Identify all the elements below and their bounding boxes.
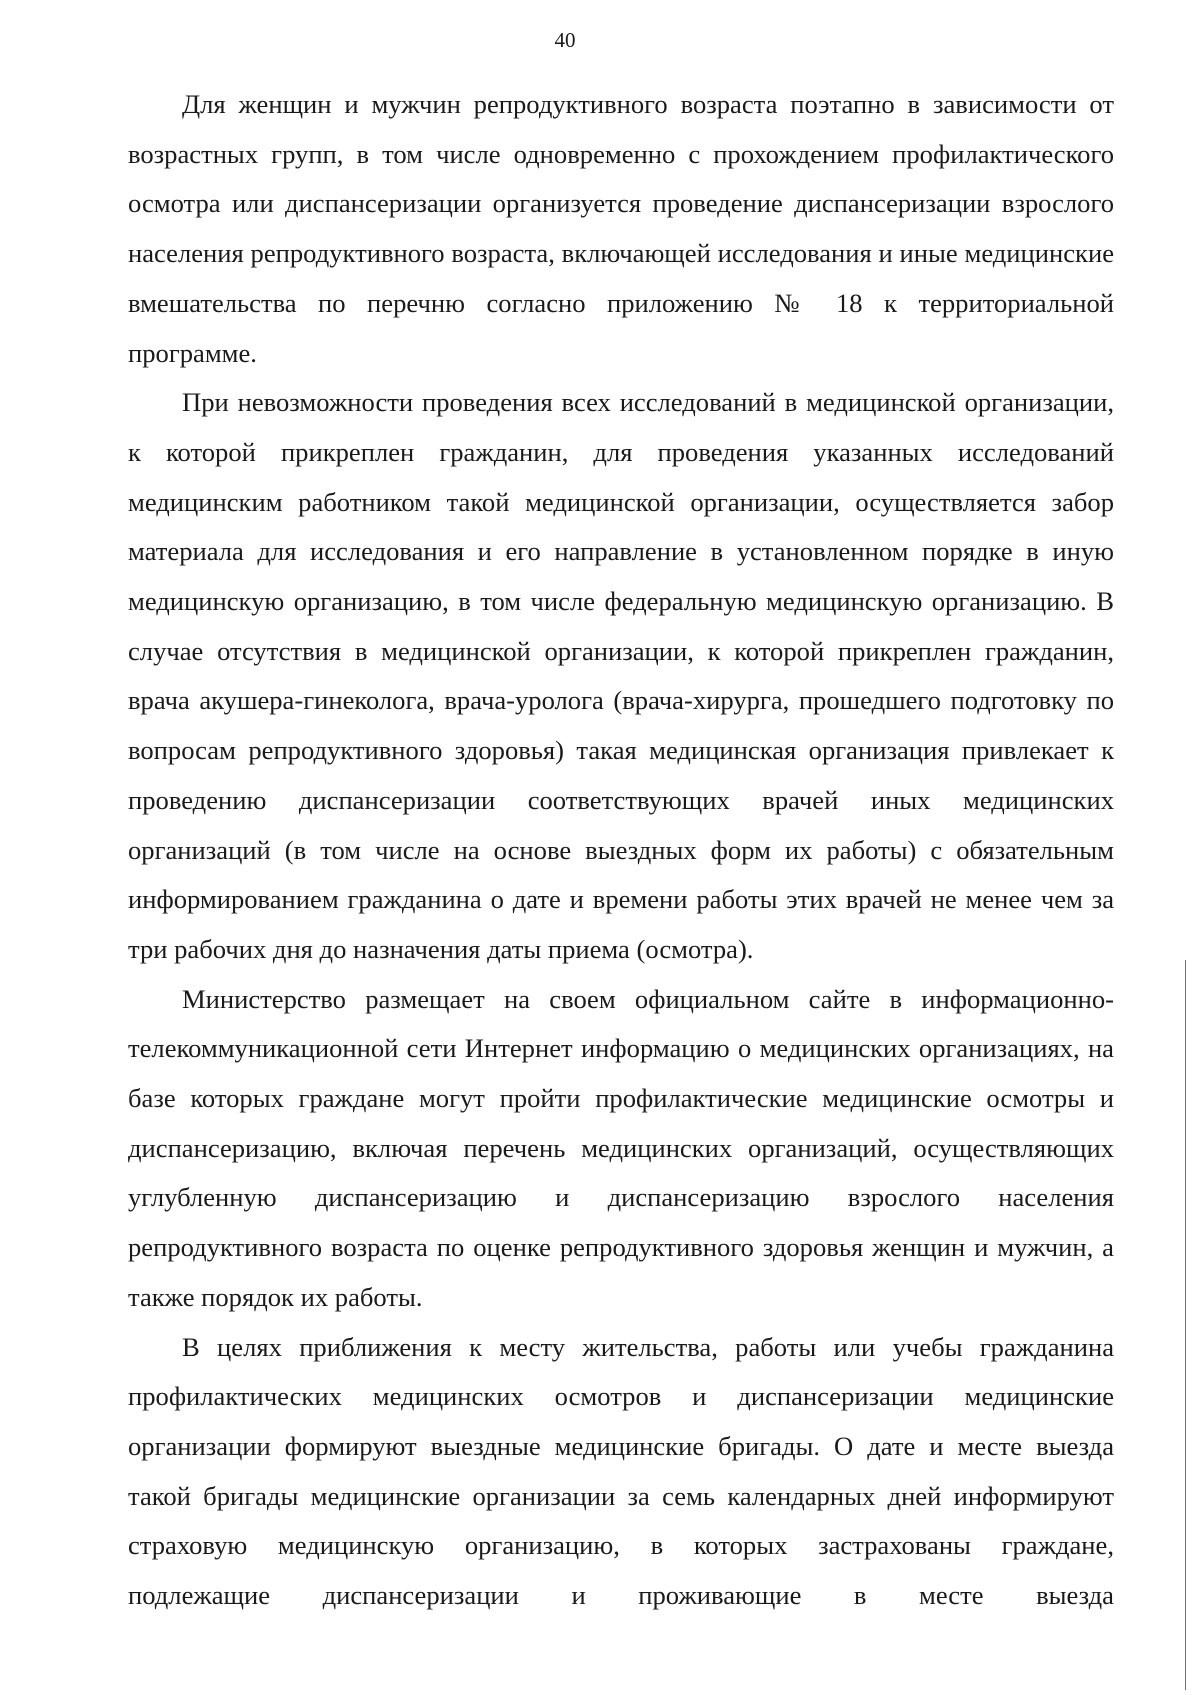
paragraph-ministry-website: Министерство размещает на своем официальном сайте в информационно-телекоммуникационной сети Интернет информацию о медицинских организациях, на базе которых граждане могут пройти профилактические медицинские осмотры и диспансеризацию, включая перечень медицинских организаций, осуществляющих углубленную диспансеризацию и диспансеризацию взрослого населения репродуктивного возраста по оценке репродуктивного здоровья женщин и мужчин, а также порядок их работы. (128, 983, 1114, 1312)
page-number: 40 (554, 28, 576, 52)
paragraph-mobile-brigades: В целях приближения к месту жительства, работы или учебы гражданина профилактических медицинских осмотров и диспансеризации медицинские организации формируют выездные медицинские бригады. О дате и месте выезда такой бригады медицинские организации за семь календарных дней информируют страховую медицинскую организацию, в которых застрахованы граждане, подлежащие диспансеризации и проживающие в месте выезда (128, 1331, 1114, 1611)
paragraph-reproductive-dispensarization: Для женщин и мужчин репродуктивного возраста поэтапно в зависимости от возрастных групп, в том числе одновременно с прохождением профилактического осмотра или диспансеризации организуется проведение диспансеризации взрослого населения репродуктивного возраста, включающей исследования и иные медицинские вмешательства по перечню согласно приложению № 18 к территориальной программе. (128, 89, 1114, 368)
scan-edge-line (1185, 960, 1186, 1690)
document-body (128, 80, 1114, 1621)
paragraph-impossibility-of-research: При невозможности проведения всех исследований в медицинской организации, к которой прикреплен гражданин, для проведения указанных исследований медицинским работником такой медицинской организации, осуществляется забор материала для исследования и его направление в установленном порядке в иную медицинскую организацию, в том числе федеральную медицинскую организацию. В случае отсутствия в медицинской организации, к которой прикреплен гражданин, врача акушера-гинеколога, врача-уролога (врача-хирурга, прошедшего подготовку по вопросам репродуктивного здоровья) такая медицинская организация привлекает к проведению диспансеризации соответствующих врачей иных медицинских организаций (в том числе на основе выездных форм их работы) с обязательным информированием гражданина о дате и времени работы этих врачей не менее чем за три рабочих дня до назначения даты приема (осмотра). (128, 387, 1114, 964)
